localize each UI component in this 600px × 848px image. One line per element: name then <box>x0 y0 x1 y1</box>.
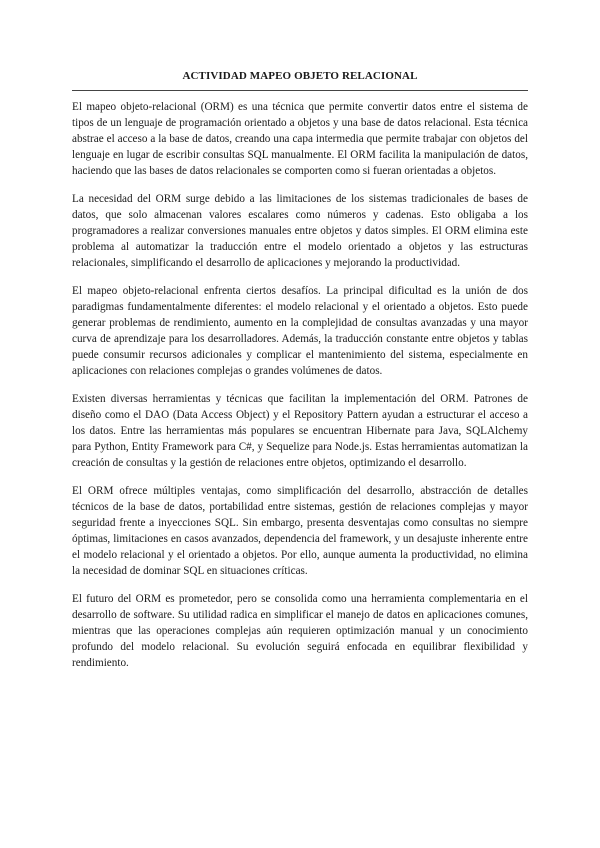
paragraph-orm-necessity: La necesidad del ORM surge debido a las limitaciones de los sistemas tradicionales de bases de datos, que solo almacenan valores escalares como números y cadenas. Esto obligaba a los programadores a realizar conversiones manuales entre objetos y datos simples. El ORM elimina este problema al automatizar la traducción entre el modelo orientado a objetos y las estructuras relacionales, simplificando el desarrollo de aplicaciones y mejorando la productividad. <box>72 193 528 269</box>
paragraph-orm-challenges: El mapeo objeto-relacional enfrenta ciertos desafíos. La principal dificultad es la unión de dos paradigmas fundamentalmente diferentes: el modelo relacional y el orientado a objetos. Esto puede generar problemas de rendimiento, aumento en la complejidad de consultas avanzadas y una mayor curva de aprendizaje para los desarrolladores. Además, la traducción constante entre objetos y tablas puede consumir recursos adicionales y complicar el mantenimiento del sistema, especialmente en aplicaciones con relaciones complejas o grandes volúmenes de datos. <box>72 285 528 377</box>
paragraph-orm-definition: El mapeo objeto-relacional (ORM) es una técnica que permite convertir datos entre el sistema de tipos de un lenguaje de programación orientado a objetos y una base de datos relacional. Esta técnica abstrae el acceso a la base de datos, creando una capa intermedia que permite trabajar con objetos del lenguaje en lugar de escribir consultas SQL manualmente. El ORM facilita la manipulación de datos, haciendo que las bases de datos relacionales se comporten como si fueran orientadas a objetos. <box>72 101 528 177</box>
paragraph-orm-tools: Existen diversas herramientas y técnicas que facilitan la implementación del ORM. Patrones de diseño como el DAO (Data Access Object) y el Repository Pattern ayudan a estructurar el acceso a los datos. Entre las herramientas más populares se encuentran Hibernate para Java, SQLAlchemy para Python, Entity Framework para C#, y Sequelize para Node.js. Estas herramientas automatizan la creación de consultas y la gestión de relaciones entre objetos, optimizando el desarrollo. <box>72 393 528 469</box>
document-title: ACTIVIDAD MAPEO OBJETO RELACIONAL <box>182 70 418 82</box>
paragraph-orm-future: El futuro del ORM es prometedor, pero se consolida como una herramienta complementaria en el desarrollo de software. Su utilidad radica en simplificar el manejo de datos en aplicaciones comunes, mientras que las operaciones complejas aún requieren optimización manual y un conocimiento profundo del modelo relacional. Su evolución seguirá enfocada en equilibrar flexibilidad y rendimiento. <box>72 593 528 669</box>
paragraph-orm-pros-cons: El ORM ofrece múltiples ventajas, como simplificación del desarrollo, abstracción de detalles técnicos de la base de datos, portabilidad entre sistemas, gestión de relaciones complejas y mayor seguridad frente a inyecciones SQL. Sin embargo, presenta desventajas como consultas no siempre óptimas, limitaciones en casos avanzados, dependencia del framework, y un desajuste inherente entre el modelo relacional y el orientado a objetos. Por ello, aunque aumenta la productividad, no elimina la necesidad de dominar SQL en situaciones críticas. <box>72 485 528 577</box>
title-divider <box>72 90 528 91</box>
